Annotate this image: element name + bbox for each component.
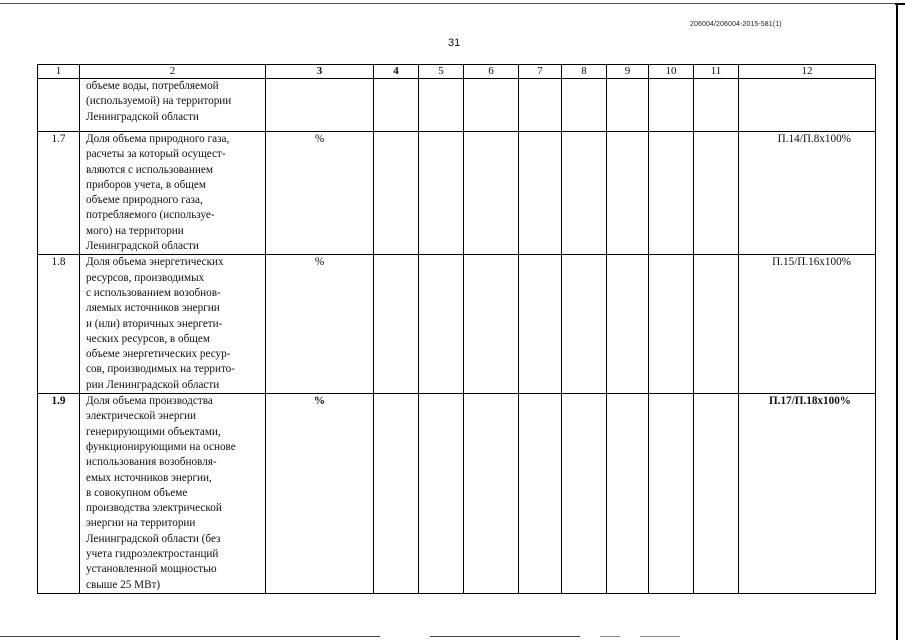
header-col-1: 1 bbox=[38, 65, 80, 79]
empty-cell bbox=[419, 79, 464, 132]
empty-cell bbox=[607, 132, 649, 255]
empty-cell bbox=[649, 255, 694, 394]
page-number: 31 bbox=[448, 37, 461, 49]
unit-cell: % bbox=[266, 394, 374, 594]
table-row bbox=[38, 394, 876, 594]
empty-cell bbox=[562, 79, 607, 132]
formula-cell: П.17/П.18х100% bbox=[739, 394, 876, 594]
header-col-4: 4 bbox=[374, 65, 419, 79]
empty-cell bbox=[607, 79, 649, 132]
unit-cell: % bbox=[266, 255, 374, 394]
empty-cell bbox=[694, 132, 739, 255]
empty-cell bbox=[419, 132, 464, 255]
header-row bbox=[38, 65, 876, 79]
header-col-11: 11 bbox=[694, 65, 739, 79]
indicator-name: Доля объема производства электрической энергии генерирующими объектами, функционирующими на основе использования возобновля- емых источников энергии, в совокупном объеме производства электрической энергии на территории Ленинградской области (без учета гидроэлектростанций установленной мощностью свыше 25 МВт) bbox=[80, 394, 266, 594]
empty-cell bbox=[649, 79, 694, 132]
header-col-9: 9 bbox=[607, 65, 649, 79]
empty-cell bbox=[562, 132, 607, 255]
empty-cell bbox=[464, 394, 519, 594]
scan-border-top bbox=[0, 3, 895, 4]
scan-border-bottom-4 bbox=[640, 636, 680, 637]
empty-cell bbox=[519, 394, 562, 594]
empty-cell bbox=[519, 79, 562, 132]
empty-cell bbox=[374, 132, 419, 255]
empty-cell bbox=[607, 394, 649, 594]
table-row bbox=[38, 79, 876, 132]
scan-border-right bbox=[896, 4, 898, 640]
empty-cell bbox=[649, 132, 694, 255]
empty-cell bbox=[694, 255, 739, 394]
header-col-5: 5 bbox=[419, 65, 464, 79]
formula-cell bbox=[739, 79, 876, 132]
indicator-name: объеме воды, потребляемой (используемой) на территории Ленинградской области bbox=[80, 79, 266, 132]
empty-cell bbox=[464, 79, 519, 132]
table-row bbox=[38, 255, 876, 394]
row-number: 1.8 bbox=[38, 255, 80, 394]
formula-cell: П.14/П.8х100% bbox=[739, 132, 876, 255]
scan-border-bottom-2 bbox=[430, 636, 580, 637]
indicators-table bbox=[37, 64, 876, 594]
document-code: 206004/206004-2015-581(1) bbox=[690, 21, 782, 28]
empty-cell bbox=[694, 79, 739, 132]
header-col-12: 12 bbox=[739, 65, 876, 79]
header-col-10: 10 bbox=[649, 65, 694, 79]
header-col-8: 8 bbox=[562, 65, 607, 79]
empty-cell bbox=[374, 394, 419, 594]
scan-border-bottom bbox=[0, 636, 380, 637]
indicator-name: Доля объема природного газа, расчеты за который осущест- вляются с использованием приборов учета, в общем объеме природного газа, потребляемого (используе- мого) на территории Ленинградской области bbox=[80, 132, 266, 255]
empty-cell bbox=[374, 255, 419, 394]
unit-cell bbox=[266, 79, 374, 132]
empty-cell bbox=[649, 394, 694, 594]
header-col-6: 6 bbox=[464, 65, 519, 79]
empty-cell bbox=[464, 132, 519, 255]
unit-cell: % bbox=[266, 132, 374, 255]
row-number bbox=[38, 79, 80, 132]
empty-cell bbox=[519, 255, 562, 394]
empty-cell bbox=[419, 394, 464, 594]
empty-cell bbox=[374, 79, 419, 132]
empty-cell bbox=[519, 132, 562, 255]
empty-cell bbox=[607, 255, 649, 394]
row-number: 1.7 bbox=[38, 132, 80, 255]
header-col-2: 2 bbox=[80, 65, 266, 79]
empty-cell bbox=[419, 255, 464, 394]
indicator-name: Доля объема энергетических ресурсов, производимых с использованием возобнов- ляемых источников энергии и (или) вторичных энергети- ческих ресурсов, в общем объеме энергетических ресур- сов, производимых на террито- рии Ленинградской области bbox=[80, 255, 266, 394]
empty-cell bbox=[562, 394, 607, 594]
formula-cell: П.15/П.16х100% bbox=[739, 255, 876, 394]
table-row bbox=[38, 132, 876, 255]
empty-cell bbox=[562, 255, 607, 394]
header-col-7: 7 bbox=[519, 65, 562, 79]
empty-cell bbox=[694, 394, 739, 594]
empty-cell bbox=[464, 255, 519, 394]
row-number: 1.9 bbox=[38, 394, 80, 594]
scan-border-bottom-3 bbox=[600, 636, 620, 637]
header-col-3: 3 bbox=[266, 65, 374, 79]
